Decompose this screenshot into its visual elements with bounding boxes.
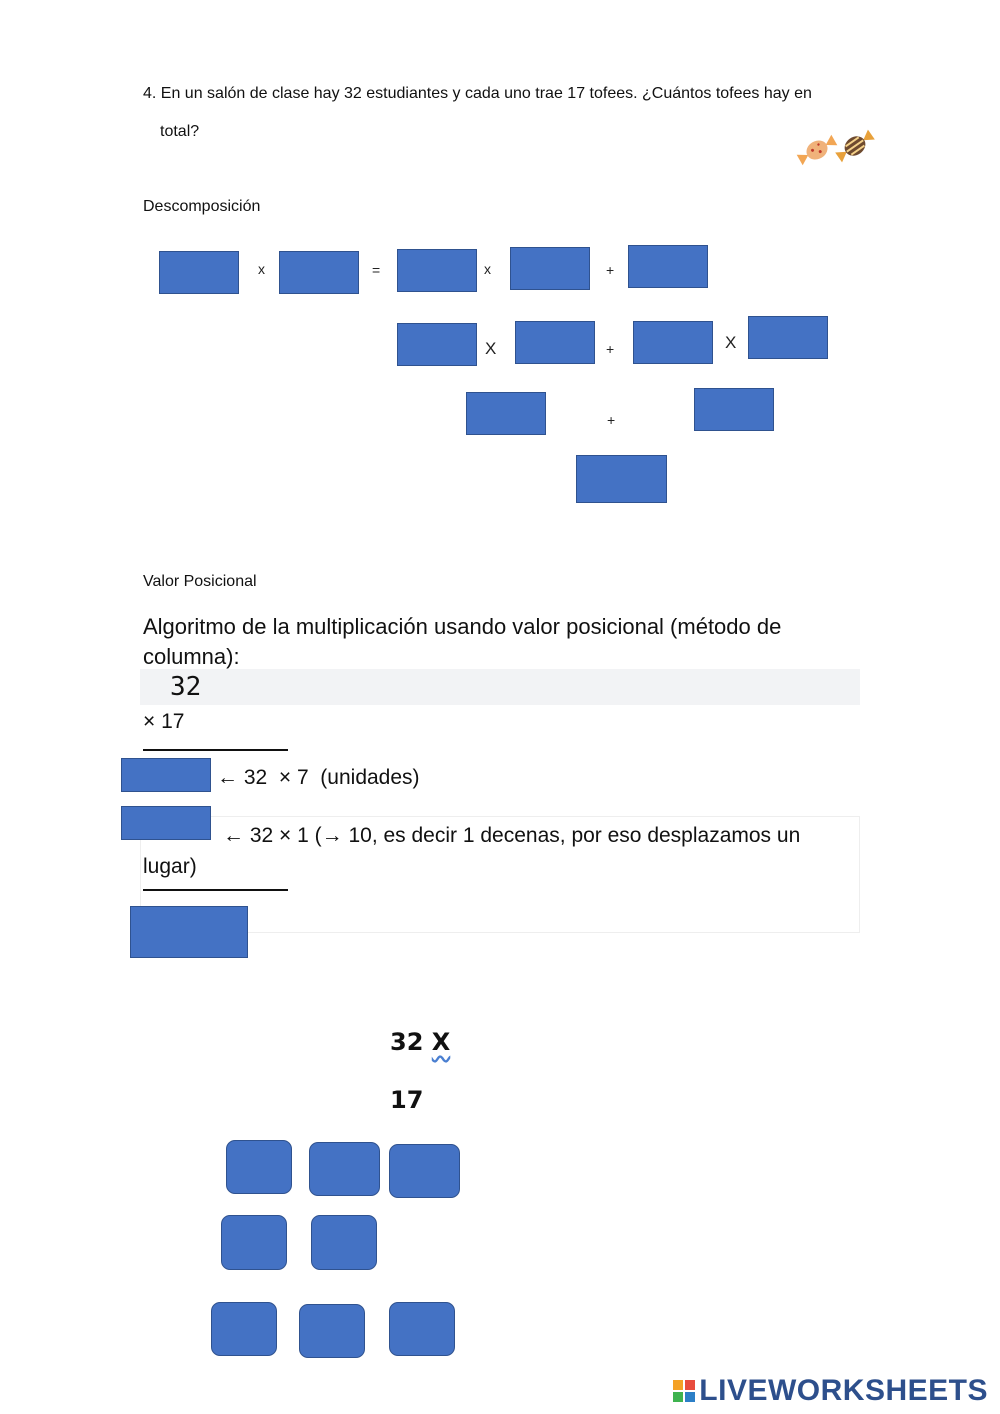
divider-line: [143, 749, 288, 751]
logo-text: LIVEWORKSHEETS: [699, 1374, 988, 1407]
liveworksheets-logo: [673, 1374, 988, 1408]
equals-operator: =: [372, 262, 381, 278]
multiplier: × 17: [143, 710, 185, 733]
question-text-continued: total?: [160, 123, 200, 140]
multiplicand: 32: [170, 672, 202, 702]
answer-box[interactable]: [397, 249, 477, 292]
times-operator: X: [485, 339, 497, 358]
decomposition-label: Descomposición: [143, 198, 261, 215]
times-operator: x: [258, 261, 265, 277]
answer-box[interactable]: [628, 245, 708, 288]
logo-grid-icon: [673, 1380, 695, 1402]
candy-icon: [795, 122, 880, 172]
column-top-number: [390, 1028, 450, 1056]
algorithm-heading: Algoritmo de la multiplicación usando valor posicional (método de columna):: [143, 614, 782, 669]
plus-operator: +: [607, 412, 616, 428]
answer-box[interactable]: [748, 316, 828, 359]
times-operator: X: [725, 333, 737, 352]
divider-line: [143, 889, 288, 891]
plus-operator: +: [606, 262, 615, 278]
answer-box[interactable]: [466, 392, 546, 435]
digit-box[interactable]: [389, 1144, 460, 1198]
step-units-text: ← 32 × 7 (unidades): [217, 766, 420, 789]
answer-box[interactable]: [510, 247, 590, 290]
plus-operator: +: [606, 341, 615, 357]
step-tens-text: [143, 820, 843, 882]
answer-box[interactable]: [515, 321, 595, 364]
result-answer-box[interactable]: [576, 455, 667, 503]
digit-box[interactable]: [299, 1304, 365, 1358]
digit-box[interactable]: [311, 1215, 377, 1270]
column-bottom-number: 17: [390, 1086, 424, 1114]
answer-box[interactable]: [633, 321, 713, 364]
answer-box[interactable]: [694, 388, 774, 431]
digit-box[interactable]: [221, 1215, 287, 1270]
times-operator: x: [484, 261, 491, 277]
partial-product-box[interactable]: [121, 758, 211, 792]
column-top-value: 32: [390, 1028, 424, 1056]
digit-box[interactable]: [226, 1140, 292, 1194]
step-tens-text-line1: ← 32 × 1 (→ 10, es decir 1 decenas, por eso desplazamos un: [223, 824, 801, 847]
place-value-label: Valor Posicional: [143, 573, 257, 590]
code-block-background: [140, 669, 860, 705]
answer-box[interactable]: [397, 323, 477, 366]
answer-box[interactable]: [279, 251, 359, 294]
step-tens-text-line2: lugar): [143, 855, 197, 878]
question-text: 4. En un salón de clase hay 32 estudiantes y cada uno trae 17 tofees. ¿Cuántos tofees hay en: [143, 85, 812, 102]
total-answer-box[interactable]: [130, 906, 248, 958]
digit-box[interactable]: [211, 1302, 277, 1356]
answer-box[interactable]: [159, 251, 239, 294]
digit-box[interactable]: [309, 1142, 380, 1196]
digit-box[interactable]: [389, 1302, 455, 1356]
column-operator: X: [431, 1028, 451, 1056]
